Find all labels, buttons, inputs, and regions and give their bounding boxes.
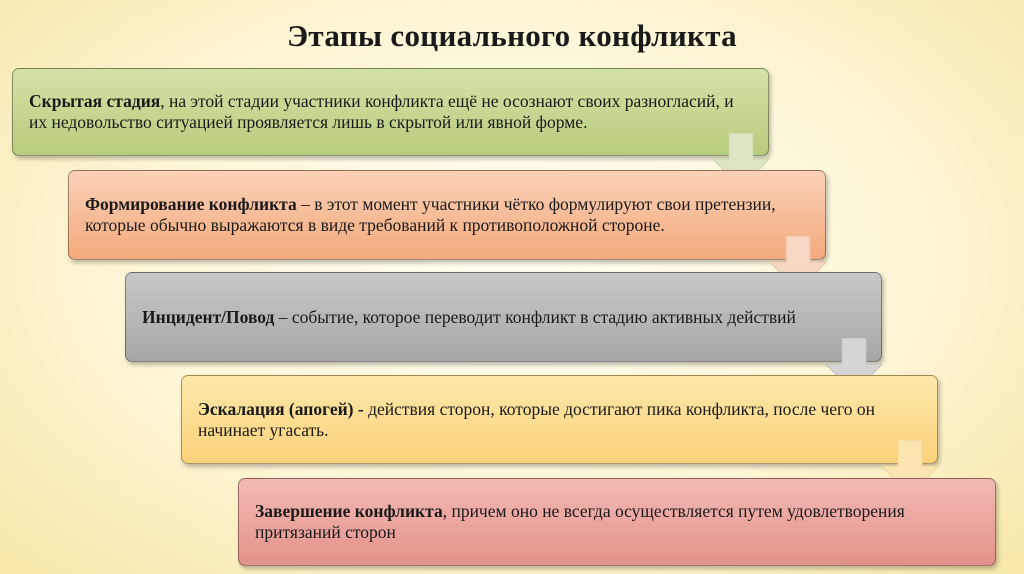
stage-heading: Завершение конфликта xyxy=(255,501,443,521)
stage-description: – в этот момент участники чётко формулируют свои претензии, которые обычно выражаются в виде требований к противоположной стороне. xyxy=(85,194,776,235)
stage-formation xyxy=(68,170,826,260)
stage-incident xyxy=(125,272,882,362)
stage-heading: Формирование конфликта xyxy=(85,194,297,214)
page-title: Этапы социального конфликта xyxy=(287,18,737,53)
stage-heading: Скрытая стадия xyxy=(29,91,161,111)
stage-completion xyxy=(238,478,996,566)
stage-heading: Эскалация (апогей) - xyxy=(198,398,364,419)
stage-description: , на этой стадии участники конфликта ещё не осознают своих разногласий, и их недовольство ситуацией проявляется лишь в скрытой или явной форме. xyxy=(29,91,734,132)
stage-escalation xyxy=(181,375,938,464)
stage-description: действия сторон, которые достигают пика конфликта, после чего он начинает угасать. xyxy=(198,398,876,440)
stage-description: – событие, которое переводит конфликт в стадию активных действий xyxy=(274,306,796,327)
stage-description: , причем оно не всегда осуществляется путем удовлетворения притязаний сторон xyxy=(255,501,905,542)
stage-latent xyxy=(12,68,769,156)
stage-heading: Инцидент/Повод xyxy=(142,306,275,327)
